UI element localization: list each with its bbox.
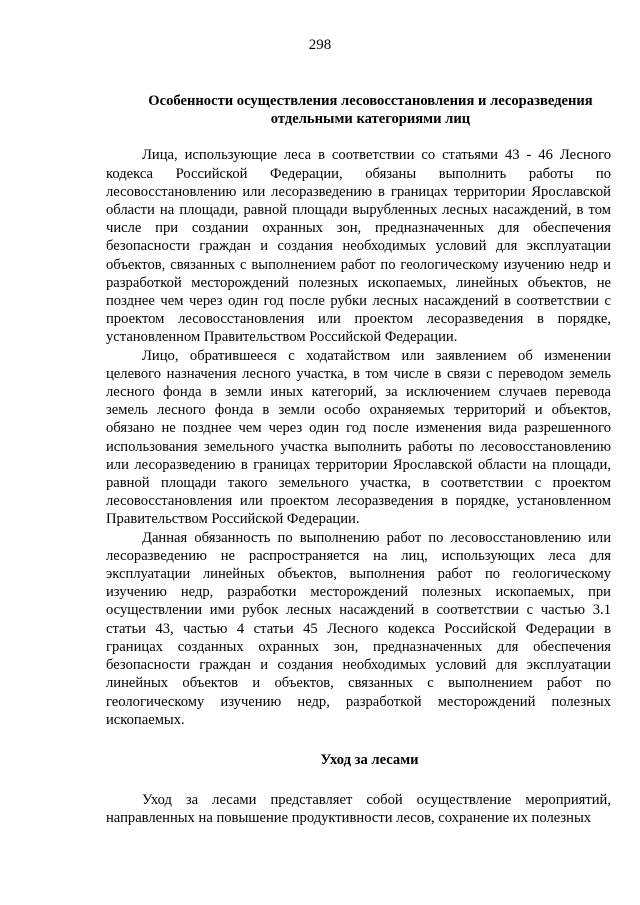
paragraph-land-purpose-change: Лицо, обратившееся с ходатайством или заявлением об изменении целевого назначения лесного участка, в том числе в связи с переводом земель лесного фонда в земли иных категорий, за исключением случаев перевода земель лесного фонда в земли особо охраняемых территорий и объектов, обязано не позднее чем через один год после изменения вида разрешенного использования земельного участка выполнить работы по лесовосстановлению или лесоразведению в границах территории Ярославской области на площади, равной площади такого земельного участка, в соответствии с проектом лесовосстановления или проектом лесоразведения в порядке, установленном Правительством Российской Федерации.: [106, 347, 611, 528]
document-body: [106, 92, 611, 828]
paragraph-exemption: Данная обязанность по выполнению работ по лесовосстановлению или лесоразведению не распространяется на лиц, использующих леса для эксплуатации линейных объектов, выполнения работ по геологическому изучению недр, разработки месторождений полезных ископаемых, при осуществлении ими рубок лесных насаждений в соответствии с частью 3.1 статьи 43, частью 4 статьи 45 Лесного кодекса Российской Федерации в границах созданных охранных зон, предназначенных для обеспечения безопасности граждан и создания необходимых условий для эксплуатации линейных объектов и объектов, связанных с выполнением работ по геологическому изучению недр, разработкой месторождений полезных ископаемых.: [106, 529, 611, 728]
paragraph-forest-users-obligation: Лица, использующие леса в соответствии со статьями 43 - 46 Лесного кодекса Российской Федерации, обязаны выполнить работы по лесовосстановлению или лесоразведению в границах территории Ярославской области на площади, равной площади вырубленных лесных насаждений, в том числе при создании охранных зон, предназначенных для обеспечения безопасности граждан и создания необходимых условий для эксплуатации объектов, связанных с выполнением работ по геологическому изучению недр и разработкой месторождений полезных ископаемых, линейных объектов, не позднее чем через один год после рубки лесных насаждений в соответствии с проектом лесовосстановления или проектом лесоразведения в порядке, установленном Правительством Российской Федерации.: [106, 147, 611, 346]
section-heading-forest-care: Уход за лесами: [320, 751, 419, 768]
paragraph-forest-care-intro: Уход за лесами представляет собой осуществление мероприятий, направленных на повышение продуктивности лесов, сохранение их полезных: [106, 792, 611, 827]
section-heading-reforestation: Особенности осуществления лесовосстановления и лесоразведения отдельными категориями лиц: [148, 93, 593, 128]
page-number: 298: [308, 37, 332, 53]
spacer: [106, 128, 611, 146]
